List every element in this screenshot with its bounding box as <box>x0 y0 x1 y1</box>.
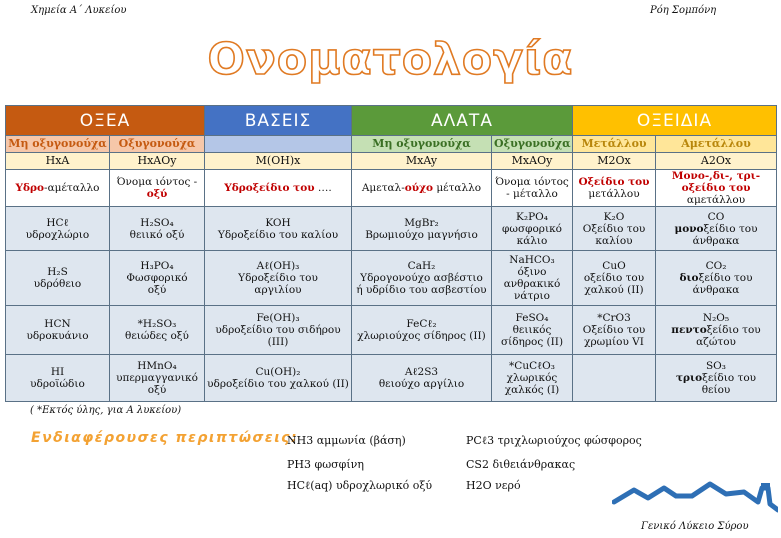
compound-cell <box>492 306 573 355</box>
compound-formula: CaH₂ <box>407 260 436 272</box>
compound-formula: *CuCℓO₃ <box>509 360 555 372</box>
compound-name: υδροκυάνιο <box>26 330 89 342</box>
compound-name: Βρωμιούχο μαγνήσιο <box>365 228 478 241</box>
category-oxea: ΟΞΕΑ <box>6 106 205 136</box>
interesting-item: PH3 φωσφίνη <box>287 458 364 471</box>
interesting-item: NH3 αμμωνία (βάση) <box>287 434 406 447</box>
rule-highlight: οξύ <box>146 188 168 200</box>
subheader-cell: Οξυγονούχα <box>492 136 573 153</box>
compound-name: ξείδιο του <box>706 324 761 336</box>
subheader-cell <box>205 136 352 153</box>
interesting-item: CS2 διθειάνθρακας <box>466 458 576 471</box>
compound-name: χλωριούχος σίδηρος (ΙΙ) <box>357 330 486 342</box>
interesting-cases-title: Ενδιαφέρουσες περιπτώσεις: <box>31 430 299 446</box>
compound-name: υδροϊώδιο <box>30 378 85 390</box>
compound-cell <box>573 355 656 402</box>
rule-highlight: Υδροξείδιο του <box>224 182 315 194</box>
subheader-cell: Αμετάλλου <box>656 136 777 153</box>
compound-formula: HI <box>50 366 65 378</box>
formula-cell: MxAy <box>352 153 492 170</box>
compound-formula: H₂SO₄ <box>140 216 174 229</box>
school-logo-caption: Γενικό Λύκειο Σύρου <box>641 521 749 532</box>
compound-row <box>6 251 777 306</box>
compound-cell <box>110 306 205 355</box>
interesting-item: H2O νερό <box>466 479 521 492</box>
compound-name: ανθρακικό <box>503 278 561 290</box>
prefix-highlight: διο <box>679 272 699 284</box>
compound-cell <box>573 306 656 355</box>
header-author: Ρόη Σομπόνη <box>650 5 717 16</box>
compound-cell <box>656 251 777 306</box>
category-alata: ΑΛΑΤΑ <box>352 106 573 136</box>
compound-formula: H₂S <box>47 266 68 278</box>
compound-name: Υδροξείδιο του καλίου <box>217 228 339 241</box>
compound-formula: Aℓ(OH)₃ <box>256 260 300 272</box>
nomenclature-table <box>5 105 777 402</box>
compound-row <box>6 306 777 355</box>
rule-cell <box>205 170 352 207</box>
compound-cell <box>205 306 352 355</box>
rule-cell <box>110 170 205 207</box>
compound-name: νάτριο <box>514 290 550 302</box>
formula-cell: HxAOy <box>110 153 205 170</box>
compound-formula: K₂O <box>603 210 625 223</box>
rule-highlight: ούχο <box>404 182 433 194</box>
compound-cell <box>6 207 110 251</box>
category-oxidia: ΟΞΕΙΔΙΑ <box>573 106 777 136</box>
compound-name: υδρόθειο <box>33 278 82 290</box>
compound-name: χλωρικός <box>506 372 558 384</box>
compound-cell <box>573 251 656 306</box>
category-row <box>6 106 777 136</box>
compound-name: χρωμίου VI <box>584 336 644 348</box>
compound-name: θείου <box>701 384 731 396</box>
compound-formula: Aℓ2S3 <box>404 366 439 378</box>
compound-name: κάλιο <box>516 234 548 247</box>
rule-highlight: οξείδιο του <box>681 182 751 194</box>
compound-cell <box>656 355 777 402</box>
compound-cell <box>205 355 352 402</box>
compound-formula: KOH <box>265 216 291 229</box>
compound-name: χαλκός (Ι) <box>504 384 560 396</box>
compound-formula: *H₂SO₃ <box>137 318 177 330</box>
page-title: Ονοματολογία <box>207 34 574 85</box>
interesting-item: PCℓ3 τριχλωριούχος φώσφορος <box>466 434 642 447</box>
compound-cell <box>205 251 352 306</box>
compound-name: ξείδιο του <box>698 272 753 284</box>
rule-cell <box>6 170 110 207</box>
rule-cell <box>352 170 492 207</box>
compound-name: χαλκού (ΙΙ) <box>584 284 644 296</box>
compound-name: θειούχο αργίλιο <box>378 378 465 390</box>
mountain-icon <box>612 480 778 520</box>
compound-formula: Cu(OH)₂ <box>255 366 301 378</box>
compound-row <box>6 355 777 402</box>
compound-name: οξύ <box>147 284 167 296</box>
compound-cell <box>352 306 492 355</box>
compound-cell <box>492 207 573 251</box>
rule-cell <box>656 170 777 207</box>
compound-row <box>6 207 777 251</box>
category-vaseis: ΒΑΣΕΙΣ <box>205 106 352 136</box>
interesting-item: HCℓ(aq) υδροχλωρικό οξύ <box>287 479 433 492</box>
compound-name: Οξείδιο του <box>582 222 646 235</box>
rule-text: μέταλλο <box>433 182 482 194</box>
compound-name: (ΙΙΙ) <box>267 336 289 348</box>
formula-cell: M(OH)x <box>205 153 352 170</box>
formula-cell: HxA <box>6 153 110 170</box>
compound-formula: FeSO₄ <box>515 312 549 324</box>
subheader-cell: Μη οξυγονούχα <box>352 136 492 153</box>
compound-cell <box>492 355 573 402</box>
compound-name: οξύ <box>147 384 167 396</box>
rule-text: Όνομα ιόντος - <box>116 176 198 188</box>
compound-name: φωσφορικό <box>502 222 562 235</box>
prefix-highlight: πεντο <box>671 324 707 336</box>
compound-cell <box>352 355 492 402</box>
compound-name: υπερμαγγανικό <box>116 372 198 384</box>
compound-formula: Fe(OH)₃ <box>256 312 300 324</box>
rule-highlight: Μονο-,δι-, τρι- <box>671 170 761 182</box>
compound-cell <box>6 306 110 355</box>
compound-formula: SO₃ <box>705 360 726 372</box>
subheader-cell: Μη οξυγονούχα <box>6 136 110 153</box>
compound-formula: NaHCO₃ <box>509 254 555 266</box>
compound-name: Υδρογονούχο ασβέστιο <box>360 272 483 284</box>
compound-cell <box>205 207 352 251</box>
compound-formula: CO₂ <box>705 260 727 272</box>
compound-formula: N₂O₅ <box>702 312 730 324</box>
rule-text: …. <box>317 182 332 194</box>
compound-name: Υδροξείδιο του <box>238 272 318 284</box>
compound-name: ξείδιο του <box>703 222 758 235</box>
compound-name: σίδηρος (ΙΙ) <box>500 336 564 348</box>
compound-cell <box>110 207 205 251</box>
compound-cell <box>110 251 205 306</box>
footnote: ( *Εκτός ύλης, για Α λυκείου) <box>30 405 182 416</box>
compound-name: αργιλίου <box>254 284 302 296</box>
compound-name: υδροξείδιο του σιδήρου <box>215 324 341 336</box>
prefix-highlight: μονο <box>674 222 704 235</box>
compound-name: οξείδιο του <box>583 272 645 284</box>
compound-cell <box>110 355 205 402</box>
compound-name: καλίου <box>595 234 633 247</box>
rule-text: -αμέταλλο <box>44 182 100 194</box>
compound-name: υδροξείδιο του χαλκού (ΙΙ) <box>207 378 349 390</box>
subheader-row <box>6 136 777 153</box>
compound-name: ή υδρίδιο του ασβεστίου <box>356 284 487 296</box>
rule-text: Αμεταλ- <box>361 182 405 194</box>
rule-text: μετάλλου <box>588 188 640 200</box>
prefix-highlight: τριο <box>675 372 703 384</box>
compound-name: όξινο <box>517 266 547 278</box>
rule-text: Όνομα ιόντος <box>495 176 569 188</box>
compound-formula: H₃PO₄ <box>140 260 174 272</box>
general-formula-row <box>6 153 777 170</box>
compound-cell <box>573 207 656 251</box>
compound-name: αζώτου <box>696 336 736 348</box>
compound-cell <box>352 251 492 306</box>
rule-highlight: Οξείδιο του <box>578 176 650 188</box>
compound-formula: MgBr₂ <box>404 216 439 229</box>
rule-text: - μέταλλο <box>506 188 558 200</box>
compound-name: θειώδες οξύ <box>125 330 189 342</box>
compound-cell <box>6 355 110 402</box>
compound-formula: CuO <box>602 260 626 272</box>
naming-rule-row <box>6 170 777 207</box>
compound-formula: HMnO₄ <box>137 360 177 372</box>
compound-cell <box>656 306 777 355</box>
compound-formula: FeCℓ₂ <box>406 318 437 330</box>
rule-cell <box>573 170 656 207</box>
compound-name: θειικός <box>512 324 552 336</box>
compound-formula: HCN <box>44 318 71 330</box>
formula-cell: A2Ox <box>656 153 777 170</box>
compound-cell <box>656 207 777 251</box>
compound-name: Φωσφορικό <box>126 272 188 284</box>
compound-name: Οξείδιο του <box>582 324 646 336</box>
compound-cell <box>6 251 110 306</box>
compound-formula: HCℓ <box>46 216 69 229</box>
subheader-cell: Οξυγονούχα <box>110 136 205 153</box>
compound-cell <box>492 251 573 306</box>
rule-text: αμετάλλου <box>686 194 746 206</box>
compound-formula: *CrO3 <box>597 312 631 324</box>
compound-name: άνθρακα <box>692 234 740 247</box>
compound-cell <box>352 207 492 251</box>
compound-name: υδροχλώριο <box>25 228 90 241</box>
compound-name: ξείδιο του <box>702 372 757 384</box>
compound-name: άνθρακα <box>692 284 740 296</box>
formula-cell: MxAOy <box>492 153 573 170</box>
rule-cell <box>492 170 573 207</box>
header-course: Χημεία Α΄ Λυκείου <box>31 5 127 16</box>
compound-formula: CO <box>707 210 725 223</box>
subheader-cell: Μετάλλου <box>573 136 656 153</box>
compound-name: θειικό οξύ <box>129 228 185 241</box>
formula-cell: M2Ox <box>573 153 656 170</box>
compound-formula: K₂PO₄ <box>516 210 548 223</box>
rule-highlight: Υδρο <box>15 182 45 194</box>
